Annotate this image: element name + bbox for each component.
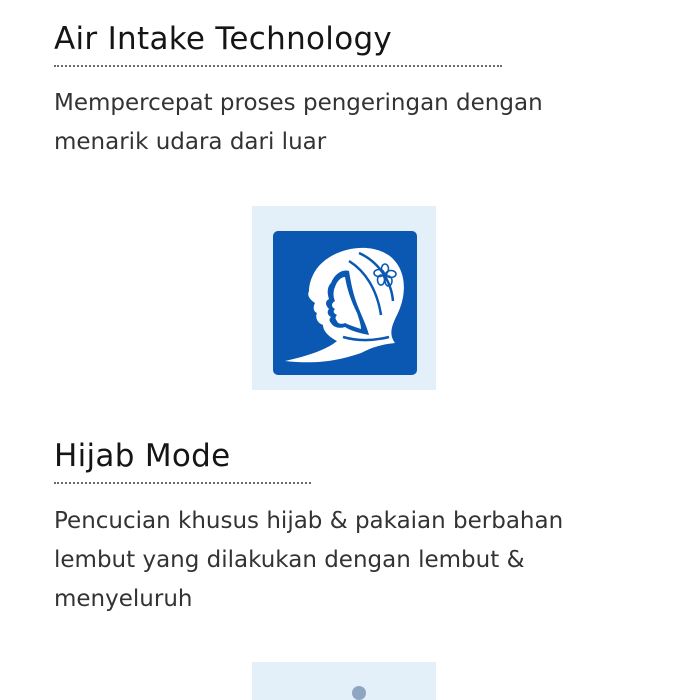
feature-description-line: menarik udara dari luar	[54, 129, 327, 155]
feature-description-line: Mempercepat proses pengeringan dengan	[54, 90, 543, 116]
feature-icon-tile	[252, 206, 436, 390]
feature-title: Air Intake Technology	[54, 21, 393, 57]
feature-description-line: menyeluruh	[54, 586, 193, 612]
feature-description-line: Pencucian khusus hijab & pakaian berbahan	[54, 508, 564, 534]
title-underline	[54, 65, 502, 67]
feature-icon-tile	[252, 662, 436, 700]
feature-description-line: lembut yang dilakukan dengan lembut &	[54, 547, 525, 573]
feature-title: Hijab Mode	[54, 438, 231, 474]
feature-icon	[352, 686, 366, 700]
title-underline	[54, 482, 311, 484]
hijab-woman-icon	[273, 231, 417, 375]
